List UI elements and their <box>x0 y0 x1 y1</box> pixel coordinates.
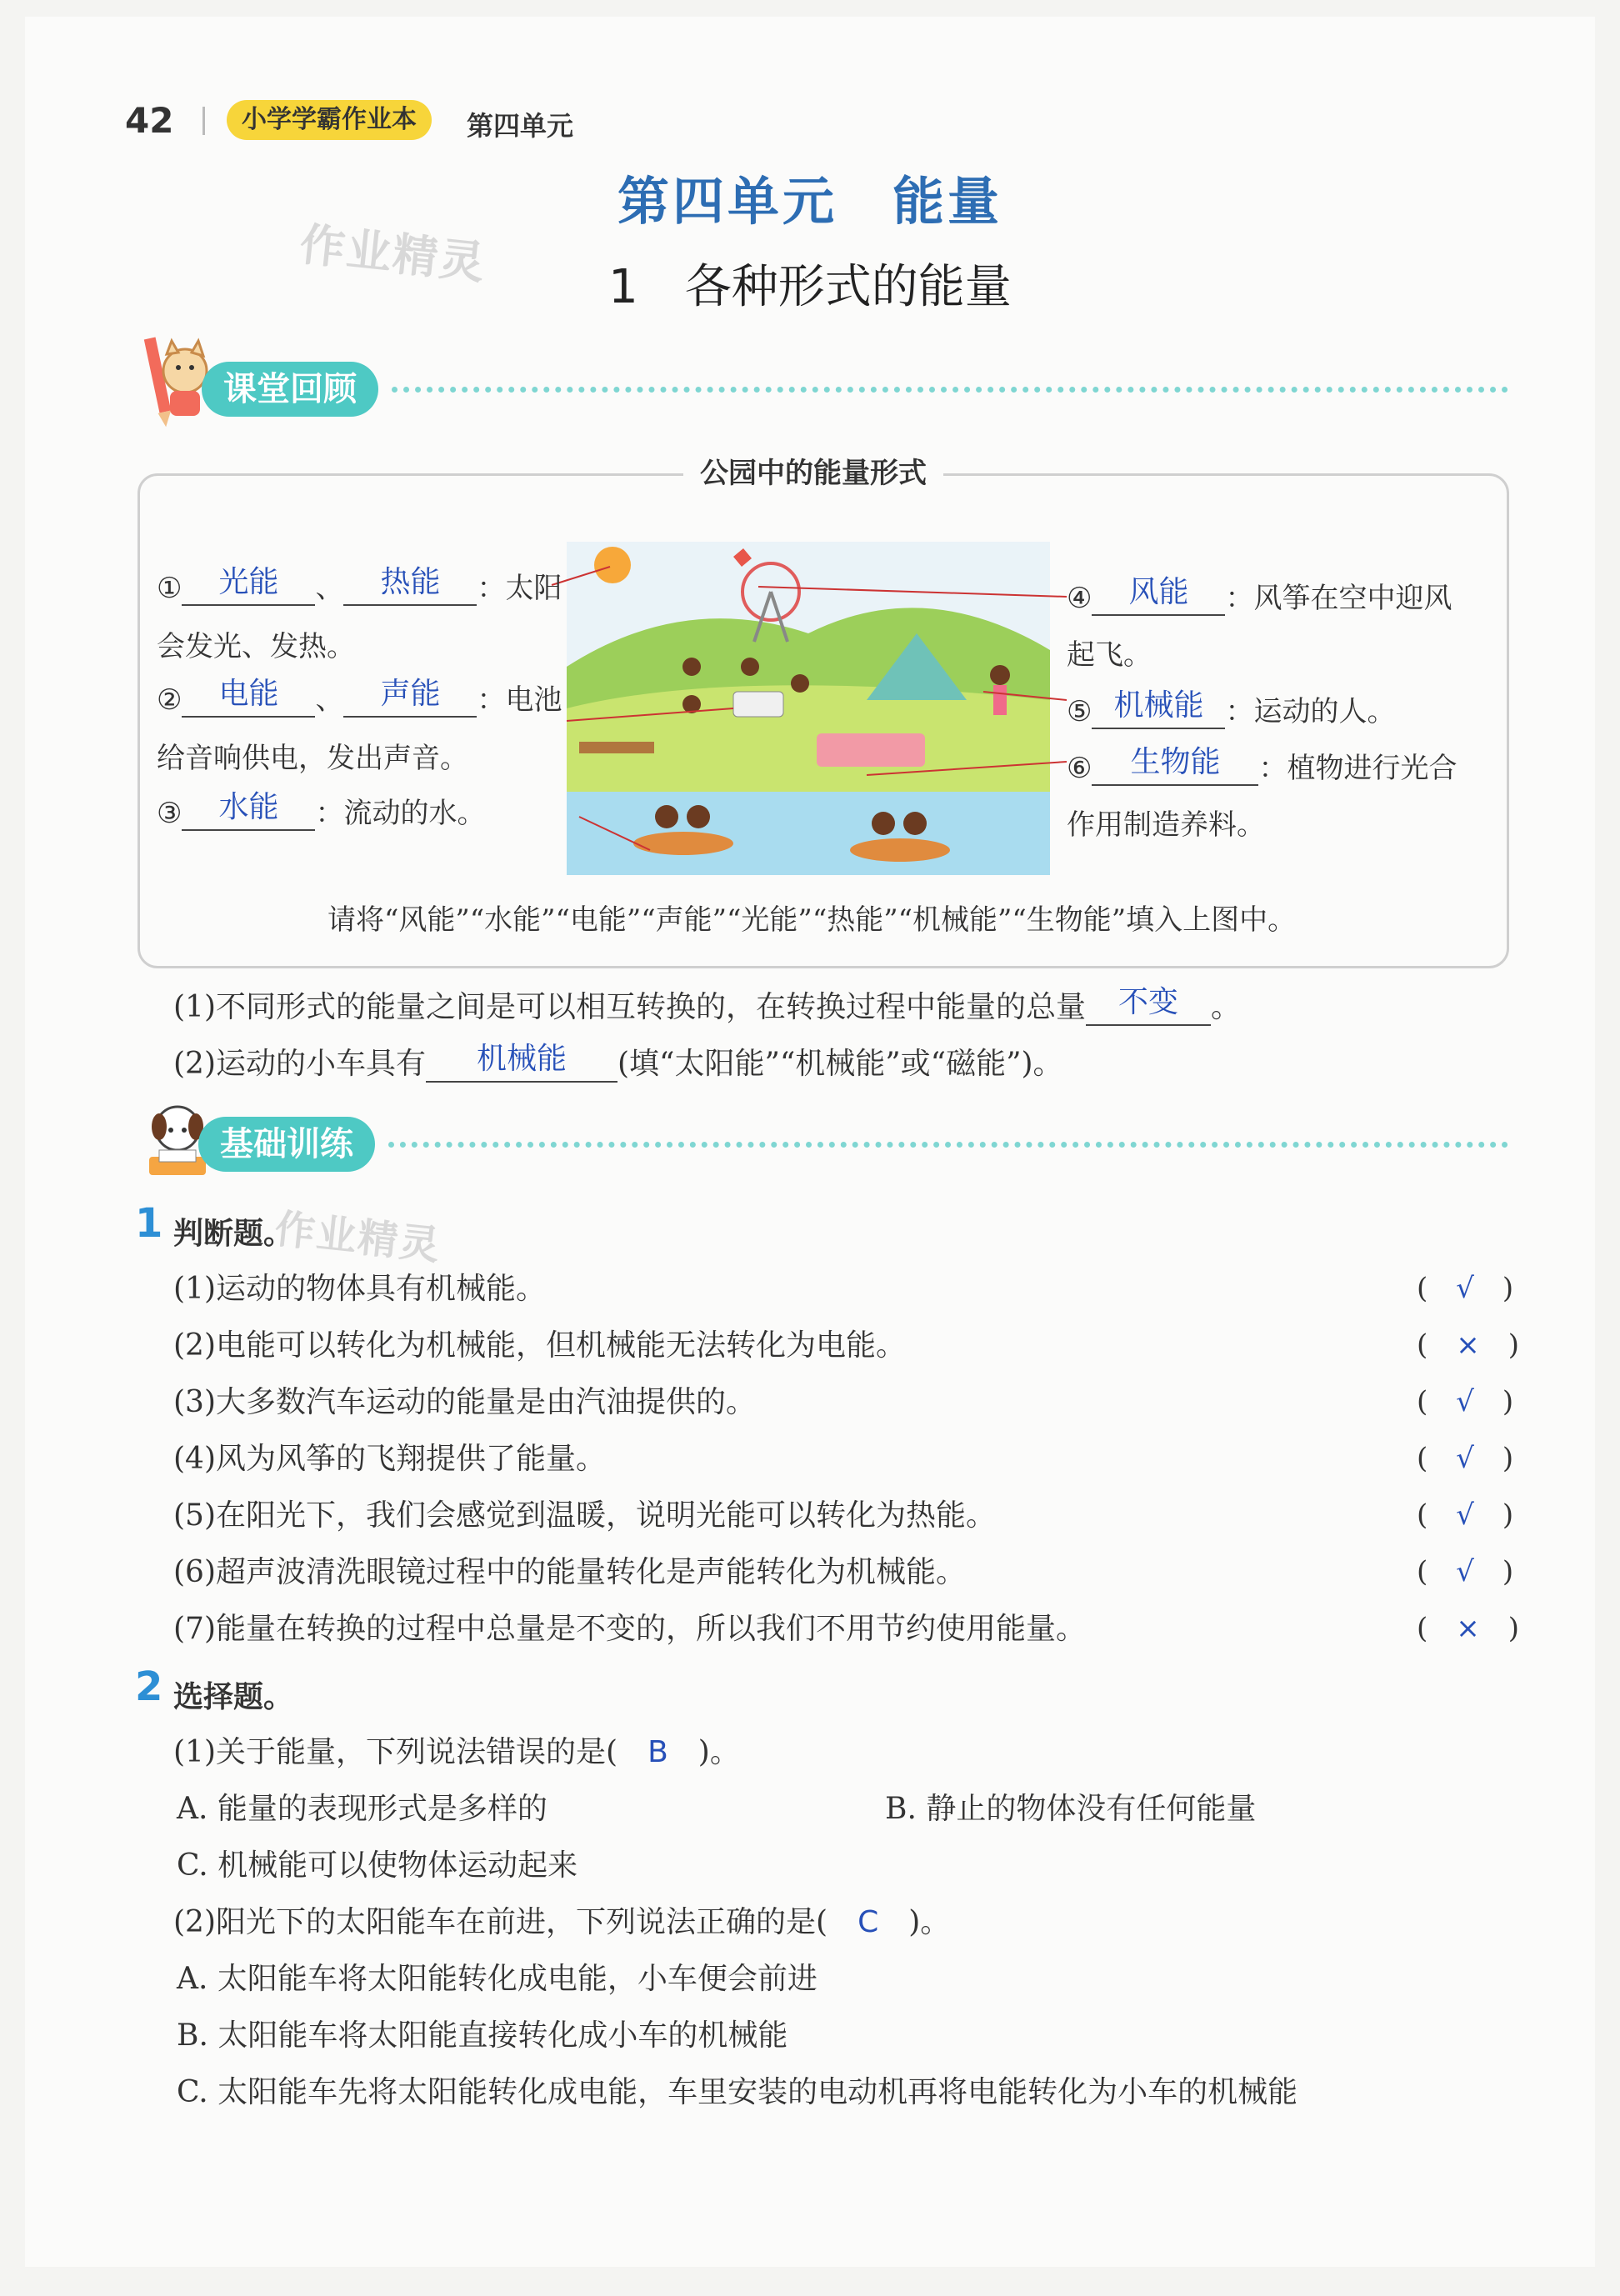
judge-answer: ( √ ) <box>1417 1385 1514 1418</box>
choice-option: A. 能量的表现形式是多样的 <box>177 1792 548 1826</box>
choice-stem-2: (2)阳光下的太阳能车在前进，下列说法正确的是( C )。 <box>173 1905 951 1939</box>
question-1-title: 判断题。 <box>173 1217 294 1251</box>
choice-option: C. 太阳能车先将太阳能转化成电能，车里安装的电动机再将电能转化为小车的机械能 <box>177 2075 1298 2109</box>
park-box-title: 公园中的能量形式 <box>683 450 943 491</box>
answer-blank: 光能 <box>182 569 315 606</box>
park-item-4-cont: 起飞。 <box>1067 638 1152 672</box>
park-item-1-cont: 会发光、发热。 <box>157 630 355 663</box>
fill-question-1: (1)不同形式的能量之间是可以相互转换的，在转换过程中能量的总量 不变 。 <box>173 985 1242 1024</box>
fill-instruction: 请将“风能”“水能”“电能”“声能”“光能”“热能”“机械能”“生物能”填入上图中。 <box>328 903 1297 937</box>
choice-option: C. 机械能可以使物体运动起来 <box>177 1848 578 1883</box>
fill-question-2: (2)运动的小车具有 机械能 (填“太阳能”“机械能”或“磁能”)。 <box>173 1042 1063 1081</box>
question-1-number: 1 <box>135 1200 163 1247</box>
watermark-2: 作业精灵 <box>272 1205 443 1270</box>
judge-item: (3)大多数汽车运动的能量是由汽油提供的。 <box>173 1385 756 1419</box>
answer-blank: 电能 <box>182 681 315 718</box>
header-unit: 第四单元 <box>467 110 574 142</box>
pencil-cat-icon <box>133 329 213 429</box>
answer-blank: 不变 <box>1086 988 1211 1026</box>
pointer-lines <box>533 542 1067 875</box>
choice-option: B. 太阳能车将太阳能直接转化成小车的机械能 <box>177 2018 788 2053</box>
judge-item: (6)超声波清洗眼镜过程中的能量转化是声能转化为机械能。 <box>173 1555 966 1589</box>
review-dotted-rule <box>392 387 1508 393</box>
answer-blank: 水能 <box>182 794 315 831</box>
park-item-6: ⑥ 生物能 ：植物进行光合 <box>1067 745 1458 785</box>
basic-banner: 基础训练 <box>198 1117 375 1172</box>
judge-answer: ( × ) <box>1417 1612 1520 1645</box>
lesson-title: 1 各种形式的能量 <box>608 260 1012 314</box>
park-item-3: ③ 水能 ：流动的水。 <box>157 790 486 830</box>
park-item-2: ② 电能 、 声能 ：电池 <box>157 677 562 717</box>
question-2-title: 选择题。 <box>173 1680 294 1714</box>
answer-blank: 机械能 <box>426 1044 618 1083</box>
judge-answer: ( √ ) <box>1417 1498 1514 1532</box>
park-item-2-cont: 给音响供电，发出声音。 <box>157 742 468 775</box>
answer-blank: 生物能 <box>1092 749 1258 786</box>
question-2-number: 2 <box>135 1663 163 1710</box>
judge-item: (4)风为风筝的飞翔提供了能量。 <box>173 1442 606 1476</box>
brand-badge: 小学学霸作业本 <box>227 100 432 140</box>
answer-blank: 声能 <box>343 681 477 718</box>
judge-item: (1)运动的物体具有机械能。 <box>173 1272 546 1306</box>
choice-option: A. 太阳能车将太阳能转化成电能，小车便会前进 <box>177 1962 818 1996</box>
judge-answer: ( √ ) <box>1417 1272 1514 1305</box>
judge-item: (5)在阳光下，我们会感觉到温暖，说明光能可以转化为热能。 <box>173 1498 996 1533</box>
unit-title: 第四单元 能量 <box>617 171 1002 232</box>
choice-stem-1: (1)关于能量，下列说法错误的是( B )。 <box>173 1735 740 1769</box>
basic-dotted-rule <box>388 1142 1508 1148</box>
judge-answer: ( × ) <box>1417 1328 1520 1362</box>
answer-blank: 机械能 <box>1092 693 1225 729</box>
answer-blank: 热能 <box>343 569 477 606</box>
review-banner: 课堂回顾 <box>202 362 378 417</box>
park-item-1: ① 光能 、 热能 ：太阳 <box>157 565 562 605</box>
choice-option: B. 静止的物体没有任何能量 <box>885 1792 1257 1826</box>
park-item-6-cont: 作用制造养料。 <box>1067 808 1265 842</box>
judge-item: (7)能量在转换的过程中总量是不变的，所以我们不用节约使用能量。 <box>173 1612 1086 1646</box>
answer-blank: 风能 <box>1092 579 1225 616</box>
judge-item: (2)电能可以转化为机械能，但机械能无法转化为电能。 <box>173 1328 906 1363</box>
park-item-5: ⑤ 机械能 ：运动的人。 <box>1067 688 1396 728</box>
watermark: 作业精灵 <box>297 218 489 290</box>
park-item-4: ④ 风能 ：风筝在空中迎风 <box>1067 575 1452 615</box>
page-number: 42 <box>125 100 174 141</box>
header-divider <box>202 107 205 135</box>
judge-answer: ( √ ) <box>1417 1442 1514 1475</box>
judge-answer: ( √ ) <box>1417 1555 1514 1588</box>
